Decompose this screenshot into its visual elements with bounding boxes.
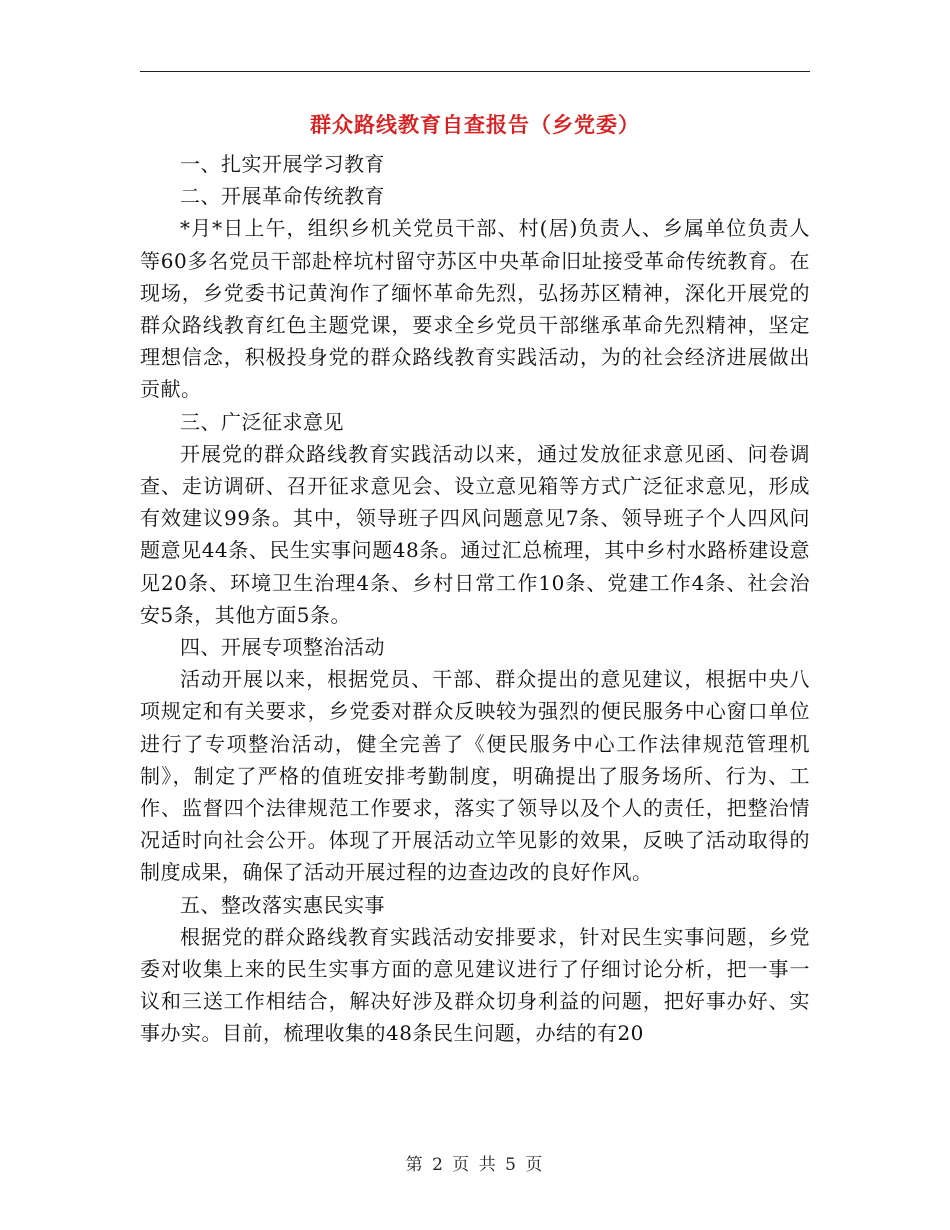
section-heading-1: 一、扎实开展学习教育 (180, 152, 385, 176)
section-paragraph-4: 活动开展以来，根据党员、干部、群众提出的意见建议，根据中央八项规定和有关要求，乡党委对群众反映较为强烈的便民服务中心窗口单位进行了专项整治活动，健全完善了《便民服务中心工作法律规范管理机制》，制定了严格的值班安排考勤制度，明确提出了服务场所、行为、工作、监督四个法律规范工作要求，落实了领导以及个人的责任，把整治情况适时向社会公开。体现了开展活动立竿见影的效果，反映了活动取得的制度成果，确保了活动开展过程的边查边改的良好作风。 (140, 667, 810, 885)
section-heading-2: 二、开展革命传统教育 (180, 184, 385, 209)
section-heading-5: 五、整改落实惠民实事 (180, 892, 385, 917)
section-heading-4: 四、开展专项整治活动 (180, 635, 385, 660)
section-paragraph-5: 根据党的群众路线教育实践活动安排要求，针对民生实事问题，乡党委对收集上来的民生实事方面的意见建议进行了仔细讨论分析，把一事一议和三送工作相结合，解决好涉及群众切身利益的问题，把好事办好、实事办实。目前，梳理收集的48条民生问题，办结的有20 (140, 924, 810, 1046)
header-rule (140, 71, 810, 72)
page-title: 群众路线教育自查报告（乡党委） (310, 112, 640, 137)
page-number: 第 2 页 共 5 页 (405, 1155, 545, 1175)
section-heading-3: 三、广泛征求意见 (180, 409, 344, 434)
document-body (140, 148, 810, 1050)
section-paragraph-2: *月*日上午，组织乡机关党员干部、村(居)负责人、乡属单位负责人等60多名党员干部赴梓坑村留守苏区中央革命旧址接受革命传统教育。在现场，乡党委书记黄洵作了缅怀革命先烈，弘扬苏区精神，深化开展党的群众路线教育红色主题党课，要求全乡党员干部继承革命先烈精神，坚定理想信念，积极投身党的群众路线教育实践活动，为的社会经济进展做出贡献。 (140, 216, 810, 402)
section-paragraph-3: 开展党的群众路线教育实践活动以来，通过发放征求意见函、问卷调查、走访调研、召开征求意见会、设立意见箱等方式广泛征求意见，形成有效建议99条。其中，领导班子四风问题意见7条、领导班子个人四风问题意见44条、民生实事问题48条。通过汇总梳理，其中乡村水路桥建设意见20条、环境卫生治理4条、乡村日常工作10条、党建工作4条、社会治安5条，其他方面5条。 (140, 441, 810, 627)
